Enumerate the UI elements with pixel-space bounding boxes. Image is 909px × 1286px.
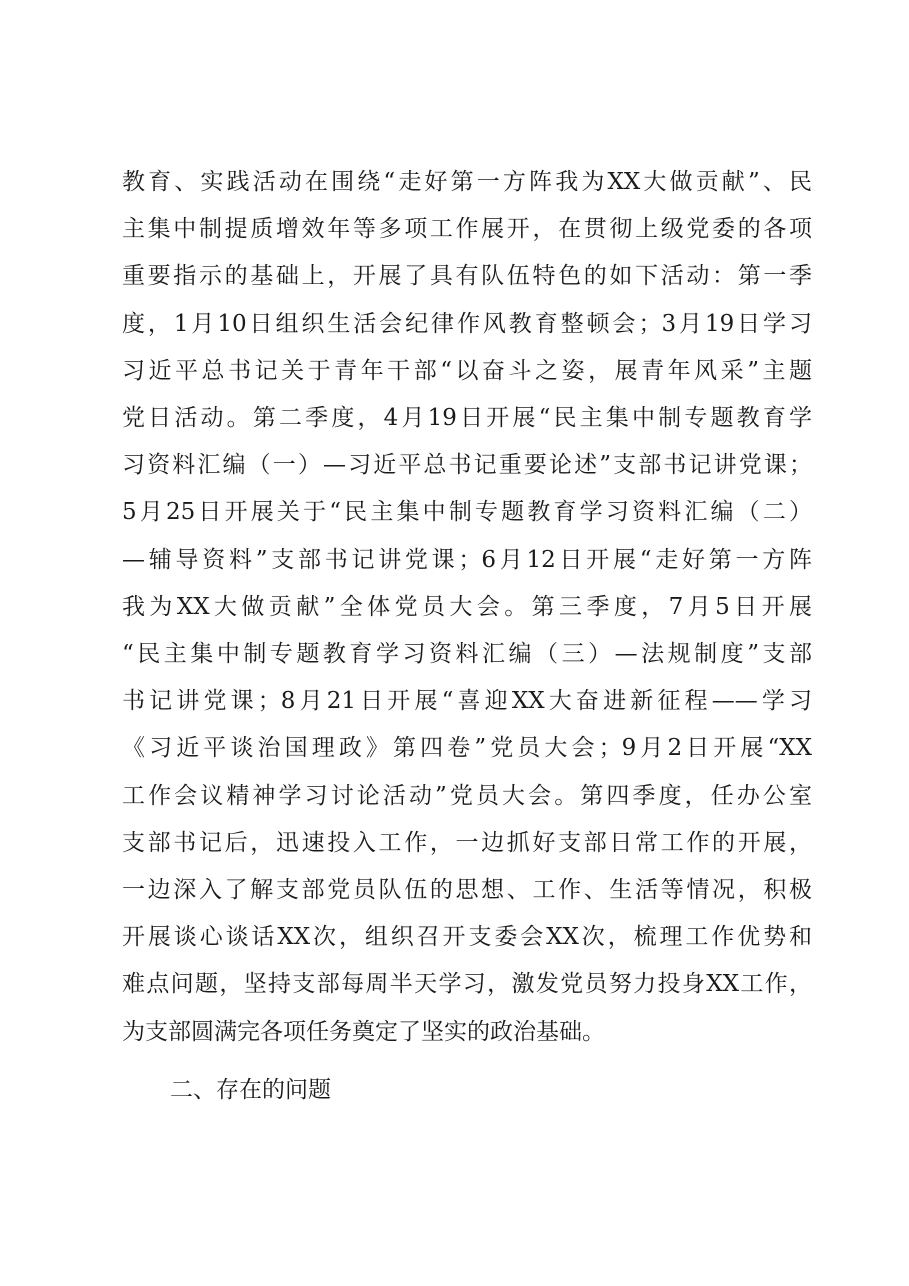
body-line: 工作会议精神学习讨论活动”党员大会。第四季度，任办公室 (122, 783, 812, 809)
body-line: 《习近平谈治国理政》第四卷”党员大会；9月2日开展“XX (122, 735, 812, 761)
body-line: 难点问题，坚持支部每周半天学习，激发党员努力投身XX工作， (122, 971, 812, 997)
body-line: 我为XX大做贡献”全体党员大会。第三季度，7月5日开展 (122, 594, 812, 620)
body-line: 度，1月10日组织生活会纪律作风教育整顿会；3月19日学习 (122, 311, 812, 337)
body-line: 党日活动。第二季度，4月19日开展“民主集中制专题教育学 (122, 405, 812, 431)
body-line: 5月25日开展关于“民主集中制专题教育学习资料汇编（二） (122, 499, 812, 525)
body-line: 习近平总书记关于青年干部“以奋斗之姿，展青年风采”主题 (122, 358, 812, 384)
body-line: 教育、实践活动在围绕“走好第一方阵我为XX大做贡献”、民 (122, 169, 812, 195)
body-line: 支部书记后，迅速投入工作，一边抓好支部日常工作的开展， (122, 830, 812, 856)
section-heading: 二、存在的问题 (170, 1077, 331, 1103)
body-line: 开展谈心谈话XX次，组织召开支委会XX次，梳理工作优势和 (122, 924, 812, 950)
body-line: —辅导资料”支部书记讲党课；6月12日开展“走好第一方阵 (122, 547, 812, 573)
body-line: 重要指示的基础上，开展了具有队伍特色的如下活动：第一季 (122, 263, 812, 289)
body-line: “民主集中制专题教育学习资料汇编（三）—法规制度”支部 (122, 641, 812, 667)
body-line: 一边深入了解支部党员队伍的思想、工作、生活等情况，积极 (122, 877, 812, 903)
body-line: 书记讲党课；8月21日开展“喜迎XX大奋进新征程——学习 (122, 688, 812, 714)
body-line: 为支部圆满完各项任务奠定了坚实的政治基础。 (122, 1019, 605, 1045)
body-line: 主集中制提质增效年等多项工作展开，在贯彻上级党委的各项 (122, 216, 812, 242)
body-line: 习资料汇编（一）—习近平总书记重要论述”支部书记讲党课； (122, 452, 812, 478)
